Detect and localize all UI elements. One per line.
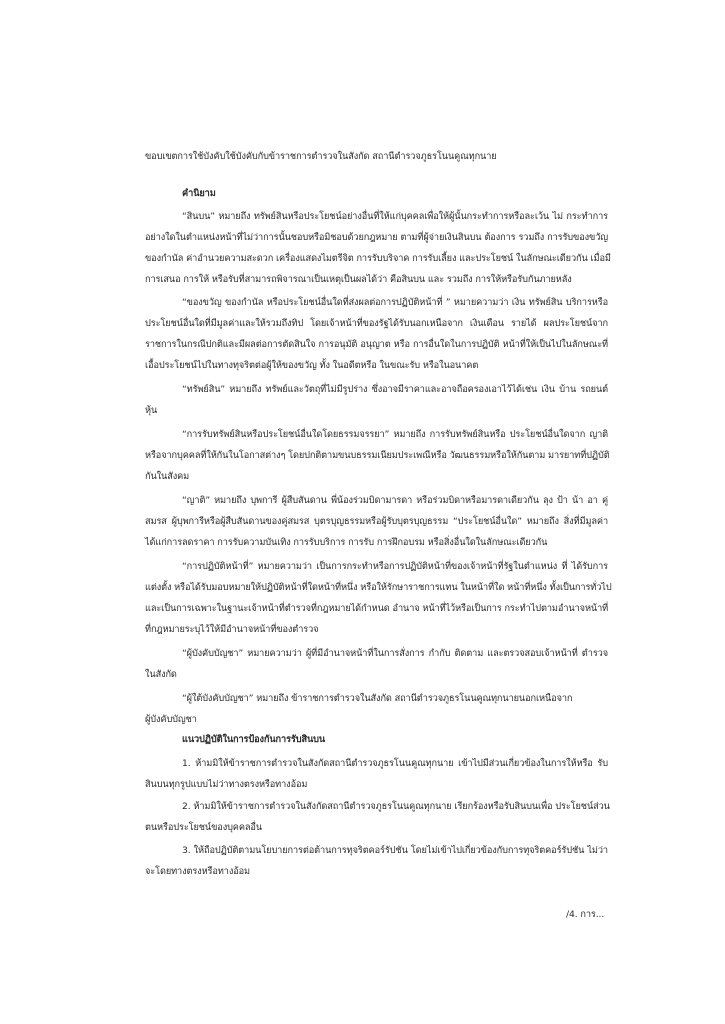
practice-3-line-1: 3. ให้ถือปฏิบัติตามนโยบายการต่อต้านการทุจริตคอร์รัปชัน โดยไม่เข้าไปเกี่ยวข้องกับการทุจริตคอร์รัปชัน ไม่ว่า bbox=[182, 845, 608, 856]
continuation-marker: /4. การ... bbox=[566, 909, 605, 920]
definition-gift-line-2: ประโยชน์อื่นใดที่มีมูลค่าและให้รวมถึงทิป โดยเจ้าหน้าที่ของรัฐได้รับนอกเหนือจาก เงินเดือน รายได้ ผลประโยชน์จาก bbox=[145, 318, 608, 329]
scope-line: ขอบเขตการใช้บังคับใช้บังคับกับข้าราชการตำรวจในสังกัด สถานีตำรวจภูธรโนนคูณทุกนาย bbox=[145, 151, 497, 162]
definition-duty-line-3: และเป็นการเฉพาะในฐานะเจ้าหน้าที่ตำรวจที่กฎหมายได้กำหนด อำนาจ หน้าที่ไว้หรือเป็นการ กระทำไปตามอำนาจหน้าที่ bbox=[145, 603, 609, 614]
definition-gift-line-3: ราชการในกรณีปกติและมีผลต่อการตัดสินใจ การอนุมัติ อนุญาต หรือ การอื่นใดในการปฏิบัติ หน้าที่ให้เป็นไปในลักษณะที่ bbox=[145, 339, 608, 350]
practice-2-line-2: ตนหรือประโยชน์ของบุคคลอื่น bbox=[145, 822, 263, 833]
definition-bribe-line-4: การเสนอ การให้ หรือรับที่สามารถพิจารณาเป็นเหตุเป็นผลได้ว่า คือสินบน และ รวมถึง การให้หรือรับกันภายหลัง bbox=[145, 274, 572, 285]
definition-relative-line-3: ได้แก่การลดราคา การรับความบันเทิง การรับบริการ การรับ การฝึกอบรม หรือสิ่งอื่นใดในลักษณะเดียวกัน bbox=[145, 537, 548, 548]
practice-2-line-1: 2. ห้ามมิให้ข้าราชการตำรวจในสังกัดสถานีตำรวจภูธรโนนคูณทุกนาย เรียกร้องหรือรับสินบนเพื่อ ประโยชน์ส่วน bbox=[182, 801, 610, 812]
practice-1-line-1: 1. ห้ามมิให้ข้าราชการตำรวจในสังกัดสถานีตำรวจภูธรโนนคูณทุกนาย เข้าไปมีส่วนเกี่ยวข้องในการให้หรือ รับ bbox=[182, 758, 608, 769]
practice-3-line-2: จะโดยทางตรงหรือทางอ้อม bbox=[145, 866, 250, 877]
practice-1-line-2: สินบนทุกรูปแบบไม่ว่าทางตรงหรือทางอ้อม bbox=[145, 779, 308, 790]
definition-duty-line-1: “การปฏิบัติหน้าที่” หมายความว่า เป็นการกระทำหรือการปฏิบัติหน้าที่ของเจ้าหน้าที่รัฐในตำแหน่ง ที่ ได้รับการ bbox=[182, 561, 608, 572]
definition-relative-line-2: สมรส ผู้บุพการีหรือผู้สืบสันดานของคู่สมรส บุตรบุญธรรมหรือผู้รับบุตรบุญธรรม “ประโยชน์อื่นใด” หมายถึง สิ่งที่มีมูลค่า bbox=[145, 516, 608, 527]
definition-subordinate-line-1: “ผู้ใต้บังคับบัญชา” หมายถึง ข้าราชการตำรวจในสังกัด สถานีตำรวจภูธรโนนคูณทุกนายนอกเหนือจาก bbox=[182, 693, 573, 704]
definition-bribe-line-3: ของกำนัล ค่าอำนวยความสะดวก เครื่องแสดงไมตรีจิต การรับบริจาค การรับเลี้ยง และประโยชน์ ในลักษณะเดียวกัน เมื่อมี bbox=[145, 253, 611, 264]
definition-ethical-receipt-line-1: “การรับทรัพย์สินหรือประโยชน์อื่นใดโดยธรรมจรรยา” หมายถึง การรับทรัพย์สินหรือ ประโยชน์อื่นใดจาก ญาติ bbox=[182, 429, 608, 440]
definition-subordinate-line-2: ผู้บังคับบัญชา bbox=[145, 714, 197, 725]
definition-duty-line-4: ที่กฎหมายระบุไว้ให้มีอำนาจหน้าที่ของตำรวจ bbox=[145, 624, 319, 635]
definition-gift-line-4: เอื้อประโยชน์ไปในทางทุจริตต่อผู้ให้ของขวัญ ทั้ง ในอดีตหรือ ในขณะรับ หรือในอนาคต bbox=[145, 360, 479, 371]
definition-property-line-1: “ทรัพย์สิน” หมายถึง ทรัพย์และวัตถุที่ไม่มีรูปร่าง ซึ่งอาจมีราคาและอาจถือครองเอาไว้ได้เช่น เงิน บ้าน รถยนต์ bbox=[182, 384, 608, 395]
practice-heading: แนวปฏิบัติในการป้องกันการรับสินบน bbox=[182, 734, 326, 745]
definition-property-line-2: หุ้น bbox=[145, 405, 158, 416]
definition-ethical-receipt-line-2: หรือจากบุคคลที่ให้กันในโอกาสต่างๆ โดยปกติตามขนบธรรมเนียมประเพณีหรือ วัฒนธรรมหรือให้กันตาม มารยาทที่ปฏิบัติ bbox=[145, 450, 610, 461]
definition-gift-line-1: “ของขวัญ ของกำนัล หรือประโยชน์อื่นใดที่ส่งผลต่อการปฏิบัติหน้าที่ ” หมายความว่า เงิน ทรัพย์สิน บริการหรือ bbox=[182, 297, 608, 308]
definition-bribe-line-2: อย่างใดในตำแหน่งหน้าที่ไม่ว่าการนั้นชอบหรือมิชอบด้วยกฎหมาย ตามที่ผู้จ่ายเงินสินบน ต้องการ รวมถึง การรับของขวัญ bbox=[145, 232, 608, 243]
definitions-heading: คำนิยาม bbox=[182, 188, 216, 199]
definition-commander-line-1: “ผู้บังคับบัญชา” หมายความว่า ผู้ที่มีอำนาจหน้าที่ในการสั่งการ กำกับ ติดตาม และตรวจสอบเจ้าหน้าที่ ตำรวจ bbox=[182, 648, 608, 659]
definition-ethical-receipt-line-3: กันในสังคม bbox=[145, 471, 190, 482]
definition-relative-line-1: “ญาติ” หมายถึง บุพการี ผู้สืบสันดาน พี่น้องร่วมบิดามารดา หรือร่วมบิดาหรือมารดาเดียวกัน ลุง ป้า น้า อา คู่ bbox=[182, 495, 608, 506]
definition-commander-line-2: ในสังกัด bbox=[145, 669, 177, 680]
definition-duty-line-2: แต่งตั้ง หรือได้รับมอบหมายให้ปฏิบัติหน้าที่ใดหน้าที่หนึ่ง หรือให้รักษาราชการแทน ในหน้าที่ใด หน้าที่หนึ่ง ทั้งเป็นการทั่วไป bbox=[145, 582, 612, 593]
definition-bribe-line-1: “สินบน” หมายถึง ทรัพย์สินหรือประโยชน์อย่างอื่นที่ให้แก่บุคคลเพื่อให้ผู้นั้นกระทำการหรือละเว้น ไม่ กระทำการ bbox=[182, 211, 608, 222]
